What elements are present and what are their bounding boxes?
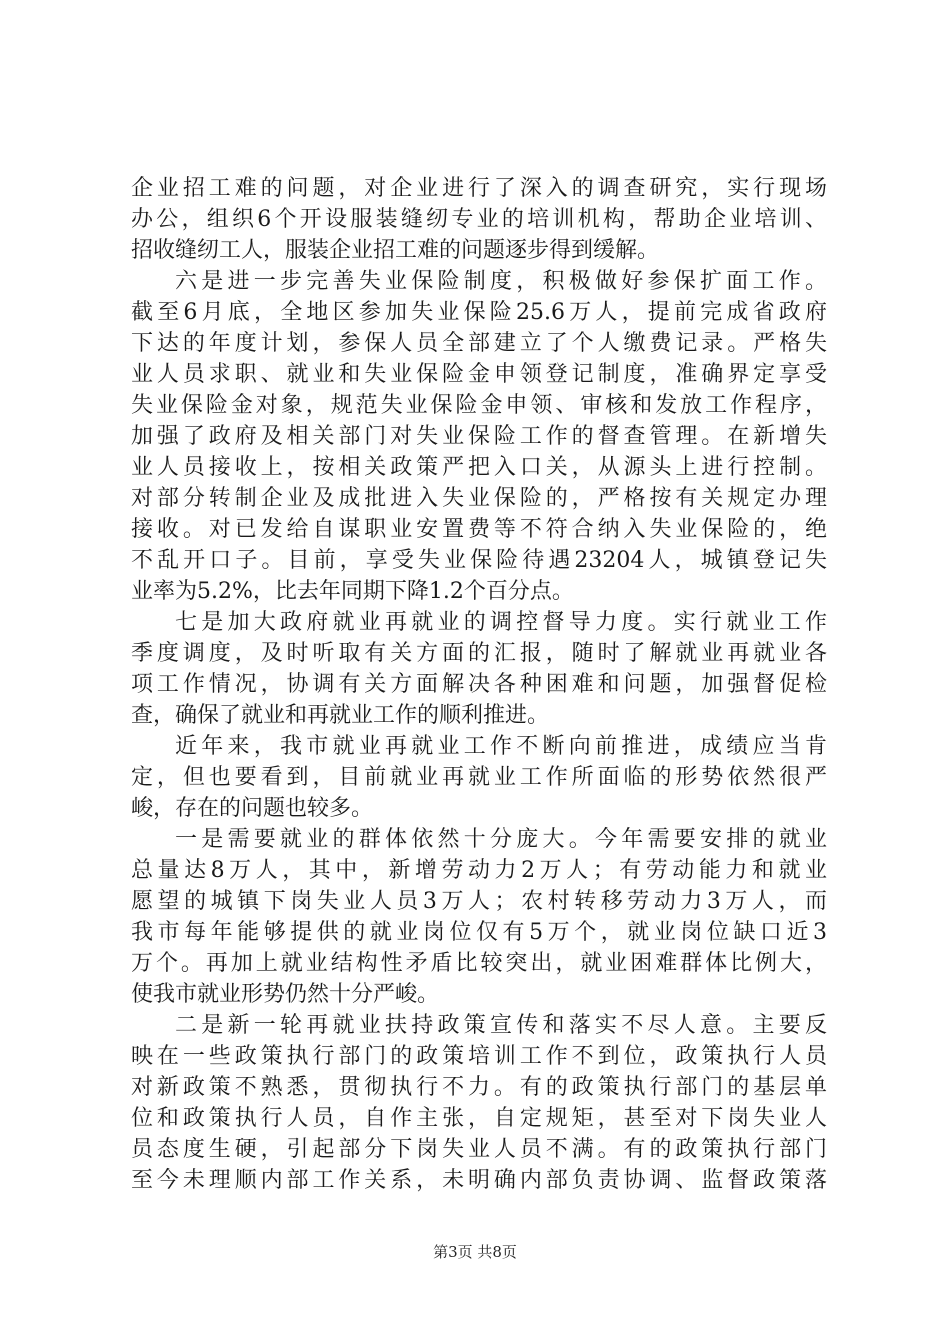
text-line: 企业招工难的问题，对企业进行了深入的调查研究，实行现场: [131, 176, 827, 201]
text-line: 接收。对已发给自谋职业安置费等不符合纳入失业保险的，绝: [131, 517, 827, 542]
text-line: 不乱开口子。目前，享受失业保险待遇23204人，城镇登记失: [131, 548, 827, 573]
text-line: 对新政策不熟悉，贯彻执行不力。有的政策执行部门的基层单: [131, 1075, 827, 1100]
text-line: 定，但也要看到，目前就业再就业工作所面临的形势依然很严: [131, 765, 827, 790]
text-line: 近年来，我市就业再就业工作不断向前推进，成绩应当肯: [175, 734, 827, 759]
text-line: 映在一些政策执行部门的政策培训工作不到位，政策执行人员: [131, 1044, 827, 1069]
text-line: 总量达8万人，其中，新增劳动力2万人；有劳动能力和就业: [131, 858, 827, 883]
text-line: 万个。再加上就业结构性矛盾比较突出，就业困难群体比例大，: [131, 951, 827, 976]
text-line: 对部分转制企业及成批进入失业保险的，严格按有关规定办理: [131, 486, 827, 511]
text-line: 员态度生硬，引起部分下岗失业人员不满。有的政策执行部门: [131, 1137, 827, 1162]
text-line: 一是需要就业的群体依然十分庞大。今年需要安排的就业: [175, 827, 827, 852]
text-line: 业人员求职、就业和失业保险金申领登记制度，准确界定享受: [131, 362, 827, 387]
text-line: 季度调度，及时听取有关方面的汇报，随时了解就业再就业各: [131, 641, 827, 666]
text-line: 业人员接收上，按相关政策严把入口关，从源头上进行控制。: [131, 455, 827, 480]
text-line: 位和政策执行人员，自作主张，自定规矩，甚至对下岗失业人: [131, 1106, 827, 1131]
text-line: 截至6月底，全地区参加失业保险25.6万人，提前完成省政府: [131, 300, 827, 325]
text-line: 业率为5.2%，比去年同期下降1.2个百分点。: [131, 579, 574, 604]
text-line: 二是新一轮再就业扶持政策宣传和落实不尽人意。主要反: [175, 1013, 827, 1038]
document-body: [131, 173, 827, 1196]
page-footer: 第3页 共8页: [433, 1243, 517, 1261]
text-line: 至今未理顺内部工作关系，未明确内部负责协调、监督政策落: [131, 1168, 827, 1193]
text-line: 六是进一步完善失业保险制度，积极做好参保扩面工作。: [175, 269, 827, 294]
text-line: 项工作情况，协调有关方面解决各种困难和问题，加强督促检: [131, 672, 827, 697]
text-line: 招收缝纫工人，服装企业招工难的问题逐步得到缓解。: [131, 238, 660, 263]
text-line: 加强了政府及相关部门对失业保险工作的督查管理。在新增失: [131, 424, 827, 449]
text-line: 办公，组织6个开设服装缝纫专业的培训机构，帮助企业培训、: [131, 207, 827, 232]
text-line: 使我市就业形势仍然十分严峻。: [131, 982, 440, 1007]
text-line: 七是加大政府就业再就业的调控督导力度。实行就业工作: [175, 610, 827, 635]
text-line: 我市每年能够提供的就业岗位仅有5万个，就业岗位缺口近3: [131, 920, 827, 945]
text-line: 查，确保了就业和再就业工作的顺利推进。: [131, 703, 550, 728]
text-line: 峻，存在的问题也较多。: [131, 796, 374, 821]
text-line: 下达的年度计划，参保人员全部建立了个人缴费记录。严格失: [131, 331, 827, 356]
text-line: 愿望的城镇下岗失业人员3万人；农村转移劳动力3万人，而: [131, 889, 827, 914]
text-line: 失业保险金对象，规范失业保险金申领、审核和发放工作程序，: [131, 393, 827, 418]
